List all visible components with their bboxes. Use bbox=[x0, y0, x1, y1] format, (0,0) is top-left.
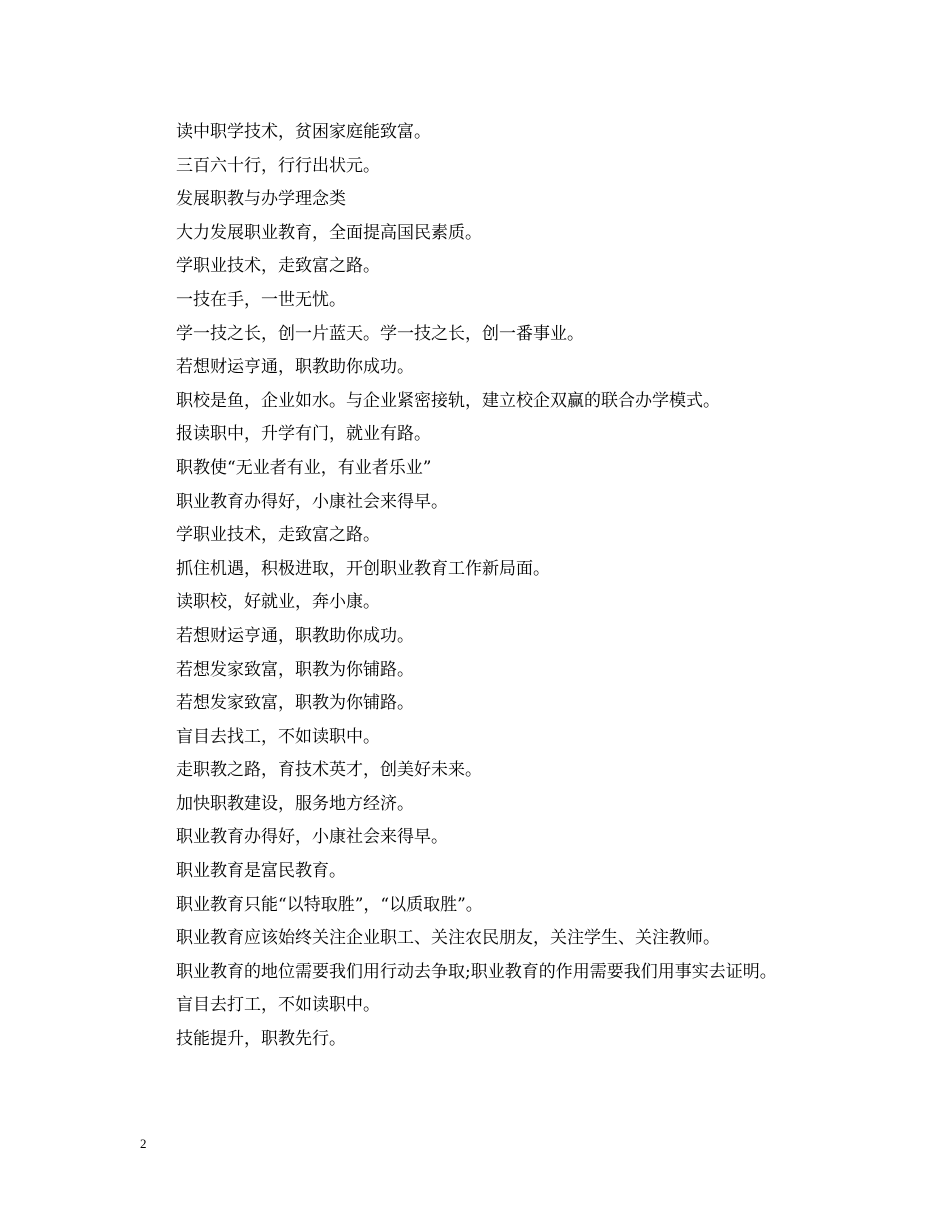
page-number: 2 bbox=[140, 1136, 147, 1151]
paragraph: 盲目去找工，不如读职中。 bbox=[176, 726, 380, 747]
paragraph: 发展职教与办学理念类 bbox=[176, 189, 346, 210]
paragraph: 职教使“无业者有业，有业者乐业” bbox=[176, 457, 432, 478]
paragraph: 读职校，好就业，奔小康。 bbox=[176, 592, 380, 613]
paragraph: 职业教育应该始终关注企业职工、关注农民朋友，关注学生、关注教师。 bbox=[176, 928, 720, 949]
paragraph: 若想财运亨通，职教助你成功。 bbox=[176, 625, 414, 646]
paragraph: 抓住机遇，积极进取，开创职业教育工作新局面。 bbox=[176, 558, 550, 579]
paragraph: 学一技之长，创一片蓝天。学一技之长，创一番事业。 bbox=[176, 323, 584, 344]
paragraph: 职业教育办得好，小康社会来得早。 bbox=[176, 491, 448, 512]
paragraph: 技能提升，职教先行。 bbox=[176, 1029, 346, 1050]
paragraph: 大力发展职业教育，全面提高国民素质。 bbox=[176, 222, 482, 243]
paragraph: 三百六十行，行行出状元。 bbox=[176, 155, 380, 176]
paragraph: 若想发家致富，职教为你铺路。 bbox=[176, 659, 414, 680]
paragraph: 若想发家致富，职教为你铺路。 bbox=[176, 693, 414, 714]
paragraph: 加快职教建设，服务地方经济。 bbox=[176, 793, 414, 814]
paragraph: 职校是鱼，企业如水。与企业紧密接轨，建立校企双赢的联合办学模式。 bbox=[176, 390, 720, 411]
paragraph: 报读职中，升学有门，就业有路。 bbox=[176, 424, 431, 445]
paragraph: 学职业技术，走致富之路。 bbox=[176, 256, 380, 277]
paragraph: 职业教育办得好，小康社会来得早。 bbox=[176, 827, 448, 848]
paragraph: 读中职学技术，贫困家庭能致富。 bbox=[176, 122, 431, 142]
paragraph: 学职业技术，走致富之路。 bbox=[176, 525, 380, 546]
paragraph: 一技在手，一世无忧。 bbox=[176, 289, 346, 310]
paragraph: 职业教育只能“以特取胜”，“以质取胜”。 bbox=[176, 894, 483, 915]
paragraph: 职业教育是富民教育。 bbox=[176, 861, 346, 882]
paragraph: 走职教之路，育技术英才，创美好未来。 bbox=[176, 760, 482, 781]
document-body bbox=[142, 116, 822, 1057]
paragraph: 职业教育的地位需要我们用行动去争取;职业教育的作用需要我们用事实去证明。 bbox=[176, 961, 777, 982]
paragraph: 盲目去打工，不如读职中。 bbox=[176, 995, 380, 1016]
paragraph: 若想财运亨通，职教助你成功。 bbox=[176, 357, 414, 378]
